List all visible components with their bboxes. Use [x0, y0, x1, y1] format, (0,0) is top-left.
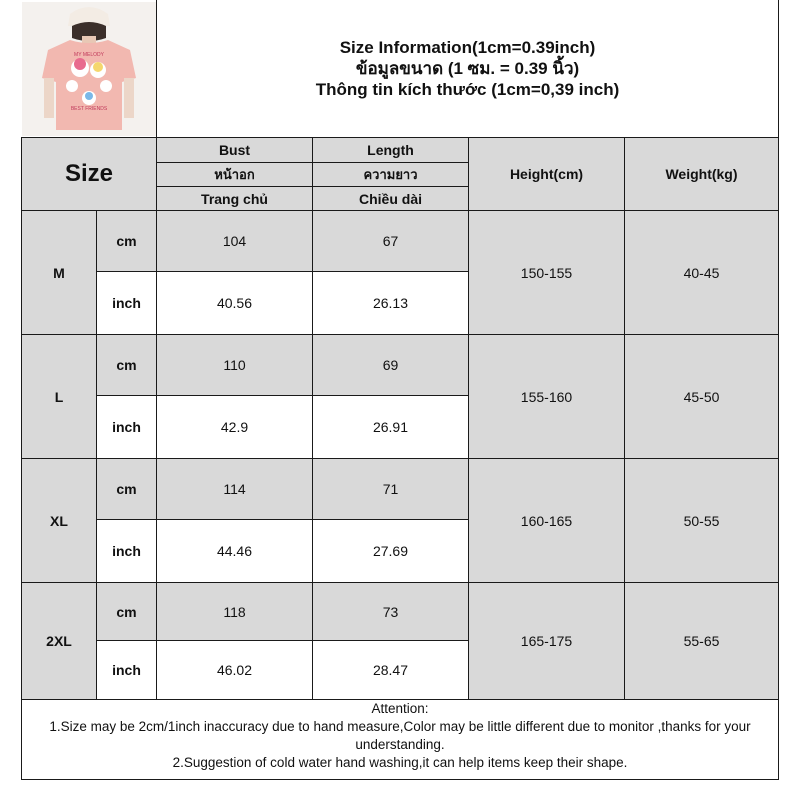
- unit-inch-label: inch: [96, 519, 157, 583]
- svg-text:MY MELODY: MY MELODY: [74, 52, 104, 58]
- size-info-header: [156, 0, 779, 138]
- title-english: Size Information(1cm=0.39inch): [339, 38, 596, 57]
- bust-header-en: Bust: [156, 137, 313, 163]
- unit-cm-label: cm: [96, 334, 157, 396]
- title-vietnamese: Thông tin kích thước (1cm=0,39 inch): [315, 80, 620, 99]
- size-label-xl: XL: [21, 458, 97, 583]
- unit-inch-label: inch: [96, 640, 157, 700]
- weight-range: 40-45: [624, 210, 779, 335]
- attention-note: [21, 700, 779, 780]
- unit-cm-label: cm: [96, 210, 157, 272]
- length-header-th: ความยาว: [312, 162, 469, 187]
- bust-inch-value: 42.9: [156, 395, 313, 459]
- height-range: 155-160: [468, 334, 625, 459]
- height-range: 160-165: [468, 458, 625, 583]
- title-thai: ข้อมูลขนาด (1 ซม. = 0.39 นิ้ว): [355, 59, 580, 78]
- height-header: Height(cm): [468, 137, 625, 211]
- attention-title: Attention:: [371, 701, 429, 716]
- unit-inch-label: inch: [96, 271, 157, 335]
- bust-header-vi: Trang chủ: [156, 186, 313, 211]
- bust-header-th: หน้าอก: [156, 162, 313, 187]
- attention-line-1-cont: understanding.: [355, 737, 445, 752]
- bust-cm-value: 114: [156, 458, 313, 520]
- size-label-l: L: [21, 334, 97, 459]
- size-label-2xl: 2XL: [21, 582, 97, 700]
- length-header-en: Length: [312, 137, 469, 163]
- bust-inch-value: 40.56: [156, 271, 313, 335]
- weight-range: 55-65: [624, 582, 779, 700]
- length-cm-value: 69: [312, 334, 469, 396]
- length-inch-value: 26.91: [312, 395, 469, 459]
- length-cm-value: 71: [312, 458, 469, 520]
- length-header-vi: Chiều dài: [312, 186, 469, 211]
- attention-line-1: 1.Size may be 2cm/1inch inaccuracy due to hand measure,Color may be little different due to monitor ,thanks for your: [49, 719, 751, 734]
- weight-range: 50-55: [624, 458, 779, 583]
- length-cm-value: 73: [312, 582, 469, 641]
- height-range: 150-155: [468, 210, 625, 335]
- svg-text:BEST FRIENDS: BEST FRIENDS: [70, 106, 108, 112]
- size-label-m: M: [21, 210, 97, 335]
- height-range: 165-175: [468, 582, 625, 700]
- size-chart: [21, 0, 779, 780]
- attention-line-2: 2.Suggestion of cold water hand washing,it can help items keep their shape.: [172, 755, 628, 770]
- size-column-header: Size: [21, 137, 157, 211]
- length-inch-value: 26.13: [312, 271, 469, 335]
- length-cm-value: 67: [312, 210, 469, 272]
- bust-cm-value: 104: [156, 210, 313, 272]
- bust-inch-value: 44.46: [156, 519, 313, 583]
- weight-range: 45-50: [624, 334, 779, 459]
- length-inch-value: 28.47: [312, 640, 469, 700]
- bust-cm-value: 110: [156, 334, 313, 396]
- unit-cm-label: cm: [96, 582, 157, 641]
- bust-inch-value: 46.02: [156, 640, 313, 700]
- bust-cm-value: 118: [156, 582, 313, 641]
- unit-inch-label: inch: [96, 395, 157, 459]
- unit-cm-label: cm: [96, 458, 157, 520]
- weight-header: Weight(kg): [624, 137, 779, 211]
- length-inch-value: 27.69: [312, 519, 469, 583]
